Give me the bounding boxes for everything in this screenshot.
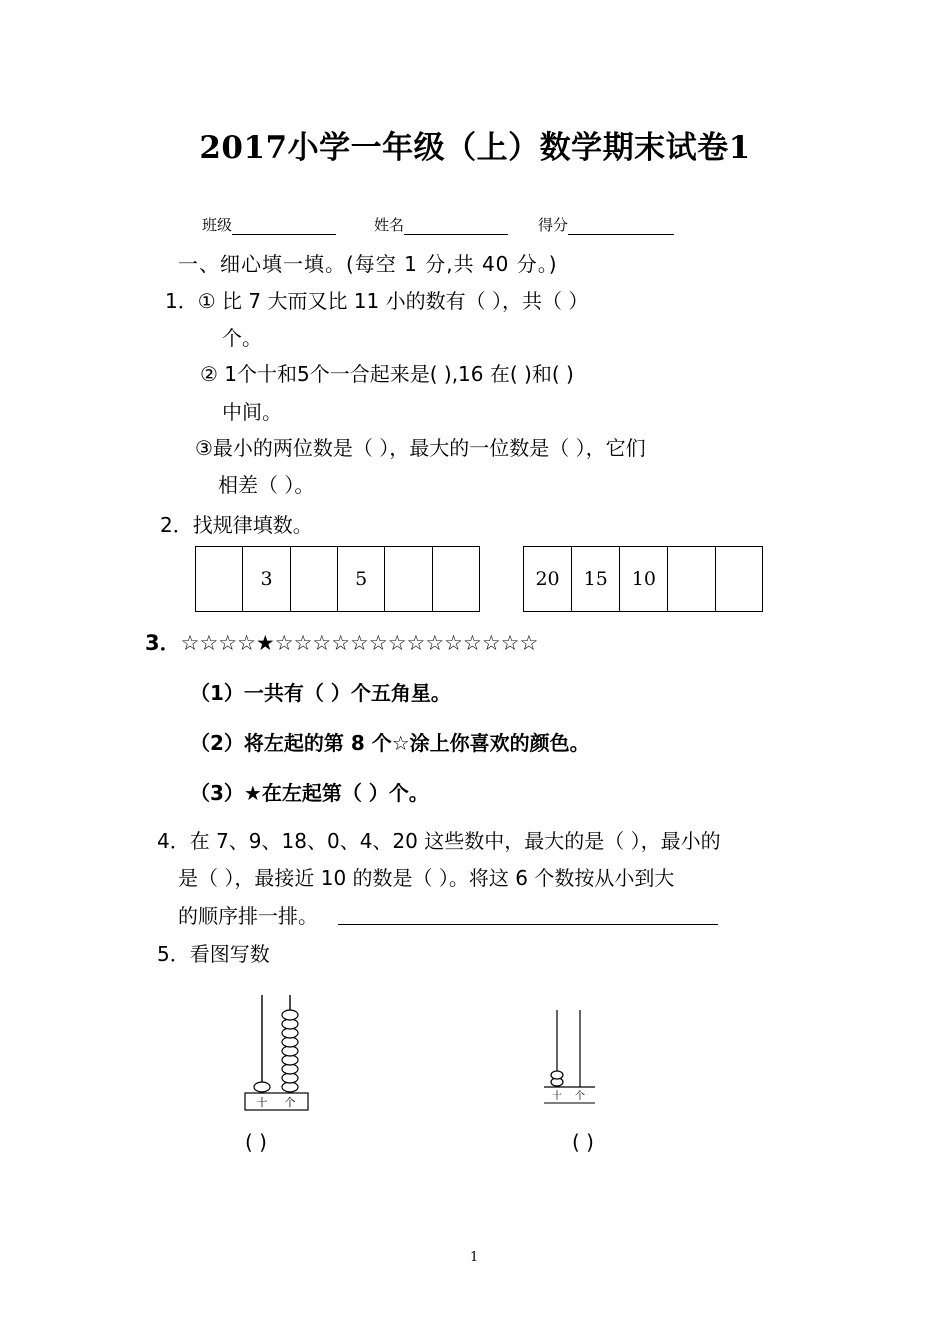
seq2-cell[interactable]: 10 xyxy=(620,547,668,612)
abacus-2 xyxy=(540,1005,600,1105)
page-number: 1 xyxy=(470,1250,479,1265)
seq1-cell[interactable] xyxy=(196,547,243,612)
seq2-cell[interactable]: 20 xyxy=(524,547,572,612)
abacus-1-base xyxy=(245,1093,308,1110)
abacus-bead xyxy=(282,1010,298,1020)
section1-heading: 一、细心填一填。(每空 1 分,共 40 分。) xyxy=(178,252,558,276)
abacus-2-answer[interactable]: ( ) xyxy=(572,1130,594,1154)
q1-c-line2: 相差（ ）。 xyxy=(218,473,315,497)
q4-line1: 4．在 7、9、18、0、4、20 这些数中，最大的是（ ），最小的 xyxy=(157,829,721,853)
class-label: 班级 xyxy=(202,216,233,234)
name-label: 姓名 xyxy=(374,216,405,234)
q1-b-line2: 中间。 xyxy=(222,400,282,424)
seq1-cell[interactable] xyxy=(432,547,479,612)
abacus-1-ones-beads xyxy=(282,1010,298,1092)
name-blank[interactable] xyxy=(404,216,508,235)
abacus-1-ones-label: 个 xyxy=(284,1096,296,1109)
score-label: 得分 xyxy=(538,216,569,234)
q1-a-line1: 1．① 比 7 大而又比 11 小的数有（ ），共（ ） xyxy=(165,289,589,313)
abacus-bead xyxy=(551,1071,563,1079)
q4-line2: 是（ ），最接近 10 的数是（ ）。将这 6 个数按从小到大 xyxy=(178,866,675,890)
class-blank[interactable] xyxy=(232,216,336,235)
seq2-cell[interactable] xyxy=(715,547,762,612)
seq1-cell[interactable]: 3 xyxy=(243,547,290,612)
q3-stars: 3．☆☆☆☆★☆☆☆☆☆☆☆☆☆☆☆☆☆☆ xyxy=(145,631,539,655)
seq1-cell[interactable]: 5 xyxy=(337,547,384,612)
score-blank[interactable] xyxy=(568,216,674,235)
q5-label: 5．看图写数 xyxy=(157,942,270,966)
class-field[interactable] xyxy=(202,214,336,235)
sequence-table-1 xyxy=(195,546,480,612)
q4-answer-line[interactable] xyxy=(338,924,718,925)
q2-label: 2．找规律填数。 xyxy=(160,513,313,537)
q3-part2: （2）将左起的第 8 个☆涂上你喜欢的颜色。 xyxy=(190,731,590,755)
q1-b-line1: ② 1个十和5个一合起来是( ),16 在( )和( ) xyxy=(200,362,574,386)
seq1-cell[interactable] xyxy=(385,547,432,612)
q1-c-line1: ③最小的两位数是（ ），最大的一位数是（ ），它们 xyxy=(195,436,646,460)
q3-part3: （3）★在左起第（ ）个。 xyxy=(190,781,429,805)
abacus-2-tens-beads xyxy=(551,1071,563,1086)
abacus-2-tens-label: 十 xyxy=(552,1091,562,1102)
abacus-1-answer[interactable]: ( ) xyxy=(245,1130,267,1154)
abacus-1 xyxy=(240,990,320,1115)
seq2-cell[interactable] xyxy=(668,547,715,612)
page-title: 2017小学一年级（上）数学期末试卷1 xyxy=(199,130,751,166)
abacus-1-tens-label: 十 xyxy=(256,1096,268,1109)
name-field[interactable] xyxy=(374,214,508,235)
sequence-table-2 xyxy=(523,546,763,612)
q3-part1: （1）一共有（ ）个五角星。 xyxy=(190,681,451,705)
seq1-cell[interactable] xyxy=(290,547,337,612)
seq2-cell[interactable]: 15 xyxy=(572,547,620,612)
score-field[interactable] xyxy=(538,214,674,235)
abacus-2-ones-label: 个 xyxy=(575,1091,585,1102)
abacus-bead xyxy=(254,1082,270,1092)
abacus-1-tens-beads xyxy=(254,1082,270,1092)
q1-a-line2: 个。 xyxy=(222,326,262,350)
q4-line3: 的顺序排一排。 xyxy=(178,904,318,928)
